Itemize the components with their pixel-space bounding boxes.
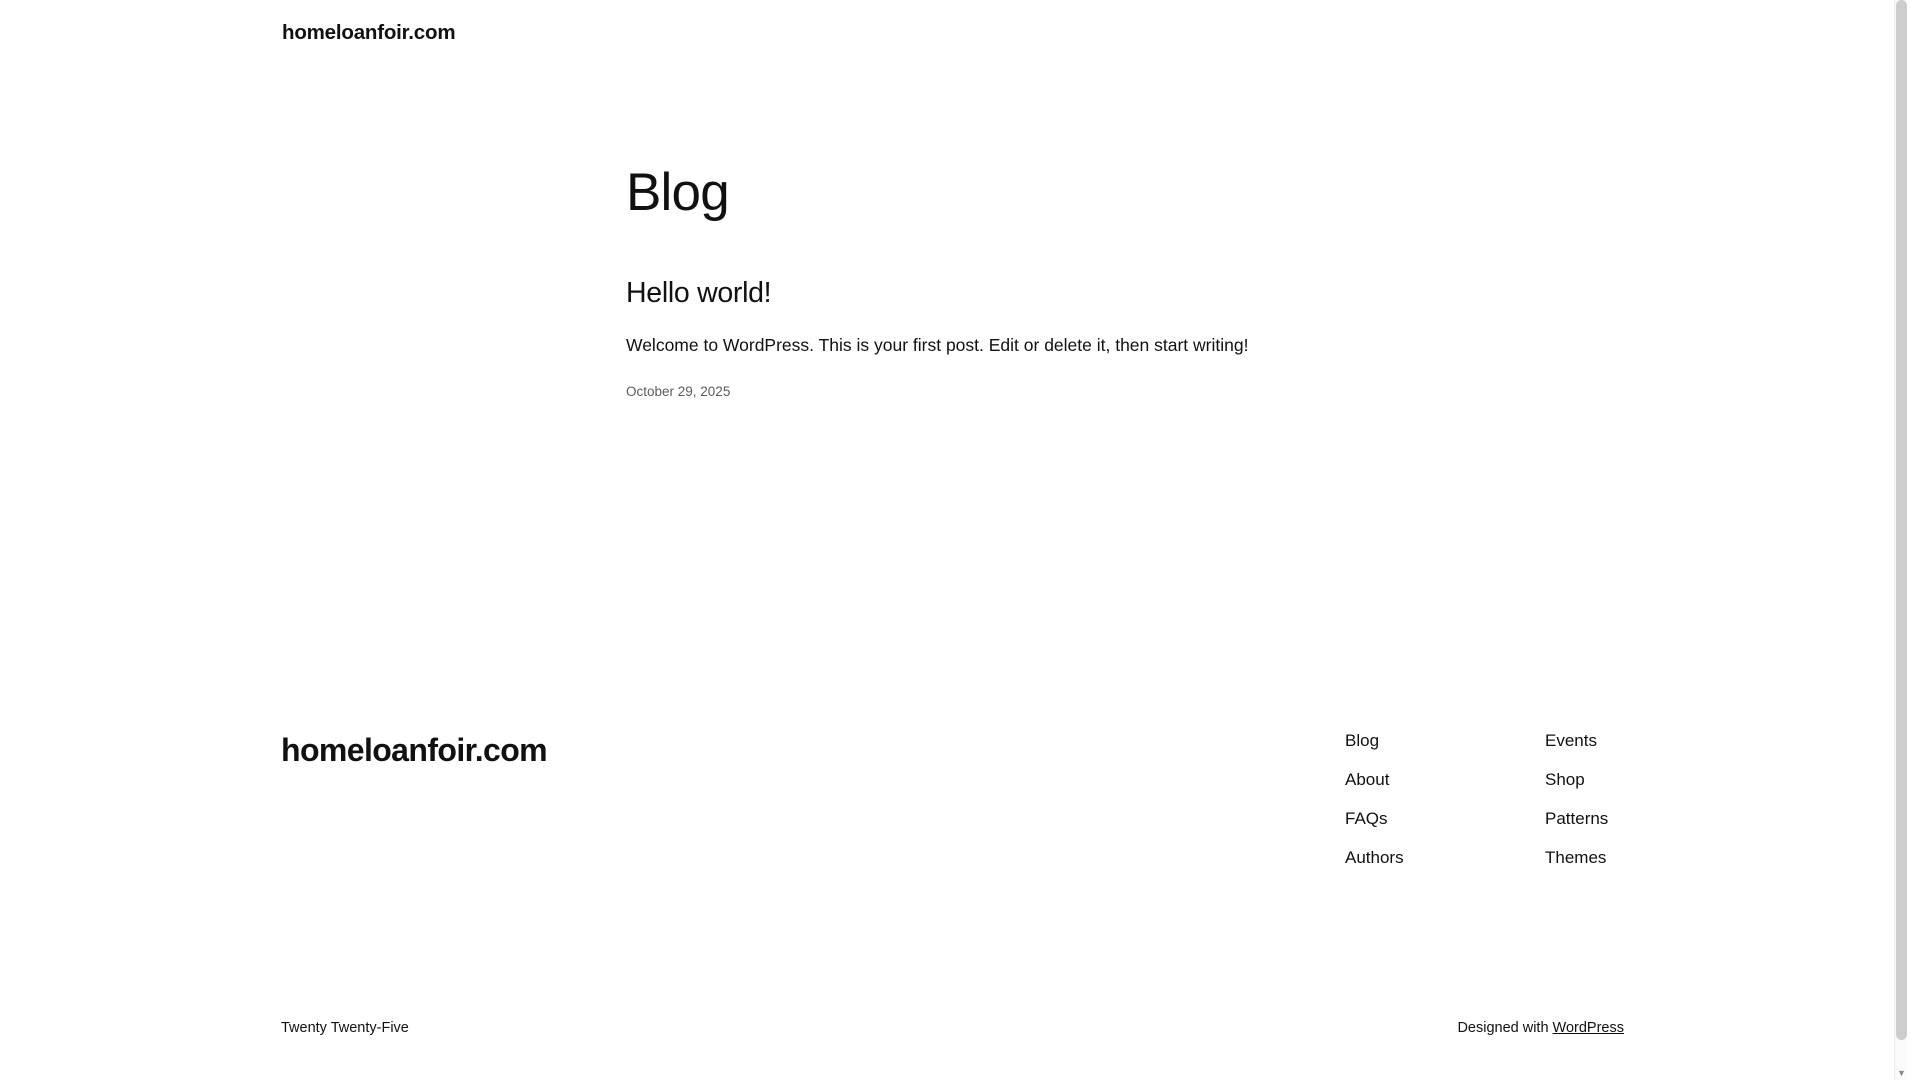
footer-navigation bbox=[1345, 732, 1745, 866]
post-title-link[interactable]: Hello world! bbox=[626, 277, 772, 309]
scroll-down-arrow-icon[interactable]: ▼ bbox=[1897, 1068, 1906, 1078]
post-title bbox=[626, 276, 1506, 310]
post-date: October 29, 2025 bbox=[626, 384, 731, 400]
post-item bbox=[626, 276, 1506, 399]
footer-credit bbox=[1457, 1020, 1624, 1036]
footer-nav-column-1 bbox=[1345, 732, 1545, 866]
footer-link-blog[interactable]: Blog bbox=[1345, 731, 1380, 750]
footer-link-authors[interactable]: Authors bbox=[1345, 848, 1404, 867]
site-footer bbox=[0, 700, 1907, 1080]
footer-link-shop[interactable]: Shop bbox=[1545, 770, 1585, 789]
footer-link-about[interactable]: About bbox=[1345, 770, 1390, 789]
footer-link-faqs[interactable]: FAQs bbox=[1345, 809, 1388, 828]
footer-bottom-bar bbox=[0, 1020, 1907, 1080]
footer-link-themes[interactable]: Themes bbox=[1545, 848, 1607, 867]
site-title-link[interactable]: homeloanfoir.com bbox=[282, 21, 456, 44]
footer-credit-prefix: Designed with bbox=[1457, 1020, 1553, 1036]
footer-site-title-link[interactable]: homeloanfoir.com bbox=[281, 732, 547, 768]
footer-credit-link[interactable]: WordPress bbox=[1552, 1020, 1624, 1036]
scrollbar-thumb[interactable] bbox=[1896, 0, 1907, 1040]
site-header bbox=[0, 0, 1907, 68]
footer-theme-name: Twenty Twenty-Five bbox=[281, 1020, 409, 1036]
footer-link-events[interactable]: Events bbox=[1545, 731, 1597, 750]
vertical-scrollbar[interactable] bbox=[1894, 0, 1907, 1080]
page-title: Blog bbox=[626, 162, 729, 222]
footer-link-patterns[interactable]: Patterns bbox=[1545, 809, 1609, 828]
footer-nav-column-2 bbox=[1545, 732, 1745, 866]
post-excerpt: Welcome to WordPress. This is your first post. Edit or delete it, then start writing! bbox=[626, 335, 1249, 356]
